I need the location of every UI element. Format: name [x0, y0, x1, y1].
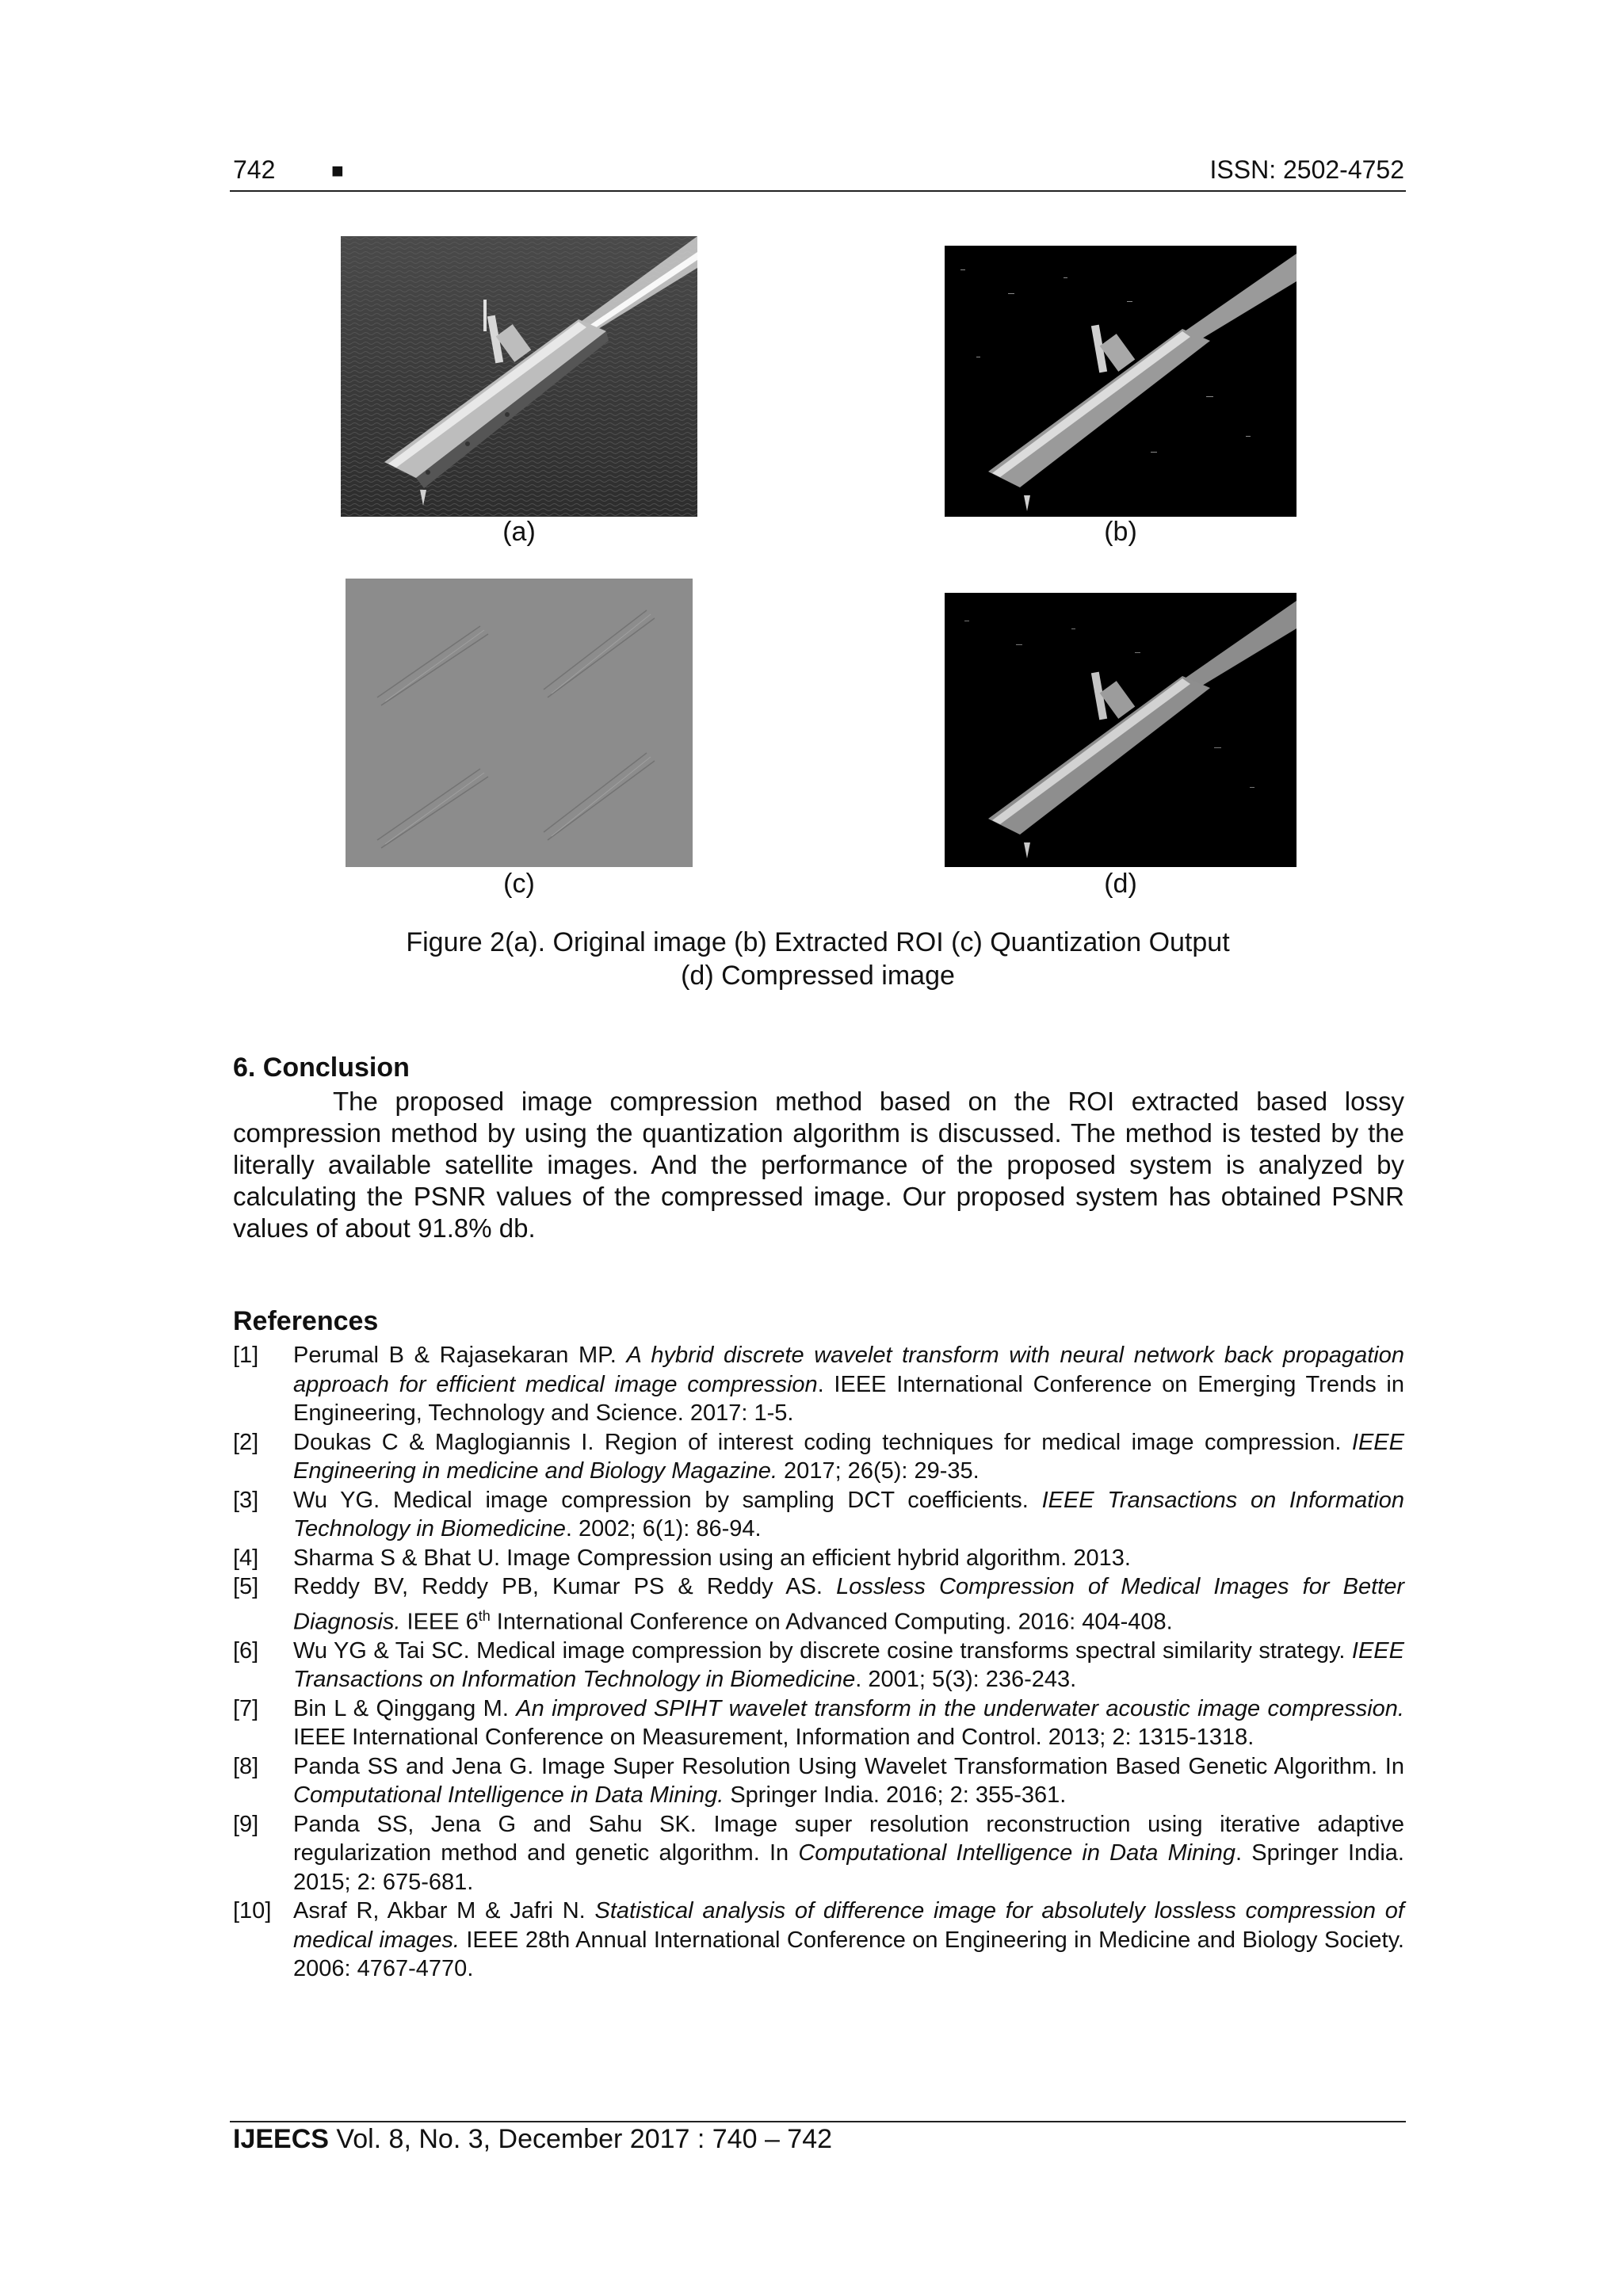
reference-number: [4] — [233, 1545, 259, 1571]
reference-item — [233, 1341, 1404, 1428]
reference-text: Sharma S & Bhat U. Image Compression using an efficient hybrid algorithm. 2013. — [293, 1545, 1131, 1571]
reference-number: [6] — [233, 1637, 259, 1664]
reference-text: Panda SS and Jena G. Image Super Resolution Using Wavelet Transformation Based Genetic Algorithm. In Computational Intelligence in Data Mining. Springer India. 2016; 2: 355-361. — [293, 1753, 1404, 1809]
footer-details: Vol. 8, No. 3, December 2017 : 740 – 742 — [328, 2124, 833, 2154]
reference-number: [3] — [233, 1487, 259, 1513]
reference-item — [233, 1637, 1404, 1694]
figure-label-c: (c) — [503, 869, 535, 899]
reference-item — [233, 1486, 1404, 1544]
conclusion-paragraph: The proposed image compression method based on the ROI extracted based lossy compression method by using the quantization algorithm is discussed. The method is tested by the literally available satellite images. And the performance of the proposed system is analyzed by calculating the PSNR values of the compressed image. Our proposed system has obtained PSNR values of about 91.8% db. — [233, 1087, 1404, 1243]
reference-number: [10] — [233, 1898, 272, 1924]
reference-item — [233, 1544, 1404, 1573]
figure-label-a: (a) — [502, 517, 536, 547]
figure-caption-line-2: (d) Compressed image — [681, 961, 955, 991]
figure-panel-c-image — [346, 579, 693, 867]
figure-panel-d-image — [945, 593, 1296, 867]
reference-text: Panda SS, Jena G and Sahu SK. Image super resolution reconstruction using iterative adaptive regularization method and genetic algorithm. In Computational Intelligence in Data Mining. Springer India. 2015; 2: 675-681. — [293, 1811, 1404, 1895]
reference-item — [233, 1810, 1404, 1897]
section-title-references: References — [233, 1306, 379, 1336]
issn: ISSN: 2502-4752 — [1209, 155, 1404, 184]
conclusion-body — [233, 1086, 1404, 1244]
reference-number: [7] — [233, 1695, 259, 1721]
figure-caption-line-1: Figure 2(a). Original image (b) Extracted ROI (c) Quantization Output — [406, 927, 1230, 957]
reference-list — [233, 1341, 1404, 1984]
reference-text: Doukas C & Maglogiannis I. Region of interest coding techniques for medical image compression. IEEE Engineering in medicine and Biology Magazine. 2017; 26(5): 29-35. — [293, 1429, 1404, 1484]
header-bullet: ■ — [331, 159, 344, 182]
reference-text: Wu YG & Tai SC. Medical image compression by discrete cosine transforms spectral similarity strategy. IEEE Transactions on Information Technology in Biomedicine. 2001; 5(3): 236-243. — [293, 1637, 1404, 1693]
reference-item — [233, 1572, 1404, 1637]
footer-rule — [230, 2121, 1406, 2122]
reference-text: Reddy BV, Reddy PB, Kumar PS & Reddy AS. Lossless Compression of Medical Images for Better Diagnosis. IEEE 6th International Conference on Advanced Computing. 2016: 404-408. — [293, 1574, 1404, 1635]
section-title-conclusion: 6. Conclusion — [233, 1052, 410, 1083]
figure-caption — [230, 926, 1406, 992]
figure-label-b: (b) — [1104, 517, 1137, 547]
reference-item — [233, 1428, 1404, 1486]
page-number: 742 — [233, 155, 276, 184]
figure-label-d: (d) — [1104, 869, 1137, 899]
reference-text: Asraf R, Akbar M & Jafri N. Statistical analysis of difference image for absolutely lossless compression of medical images. IEEE 28th Annual International Conference on Engineering in Medicine and Biology Society. 2006: 4767-4770. — [293, 1898, 1404, 1982]
reference-text: Wu YG. Medical image compression by sampling DCT coefficients. IEEE Transactions on Information Technology in Biomedicine. 2002; 6(1): 86-94. — [293, 1487, 1404, 1541]
reference-number: [1] — [233, 1343, 259, 1368]
reference-number: [5] — [233, 1574, 259, 1599]
reference-item — [233, 1897, 1404, 1984]
figure-panel-b-image — [945, 246, 1296, 517]
reference-number: [2] — [233, 1429, 259, 1455]
figure-panel-a-image — [341, 236, 697, 517]
footer-citation — [233, 2124, 832, 2155]
reference-item — [233, 1694, 1404, 1752]
reference-number: [9] — [233, 1811, 259, 1837]
reference-text: Perumal B & Rajasekaran MP. A hybrid discrete wavelet transform with neural network back propagation approach for efficient medical image compression. IEEE International Conference on Emerging Trends in Engineering, Technology and Science. 2017: 1-5. — [293, 1343, 1405, 1426]
header-rule — [230, 190, 1406, 192]
footer-journal: IJEECS — [233, 2124, 329, 2154]
reference-item — [233, 1752, 1404, 1810]
reference-text: Bin L & Qinggang M. An improved SPIHT wavelet transform in the underwater acoustic image compression. IEEE International Conference on Measurement, Information and Control. 2013; 2: 1315-1318. — [293, 1695, 1404, 1751]
reference-number: [8] — [233, 1753, 259, 1779]
